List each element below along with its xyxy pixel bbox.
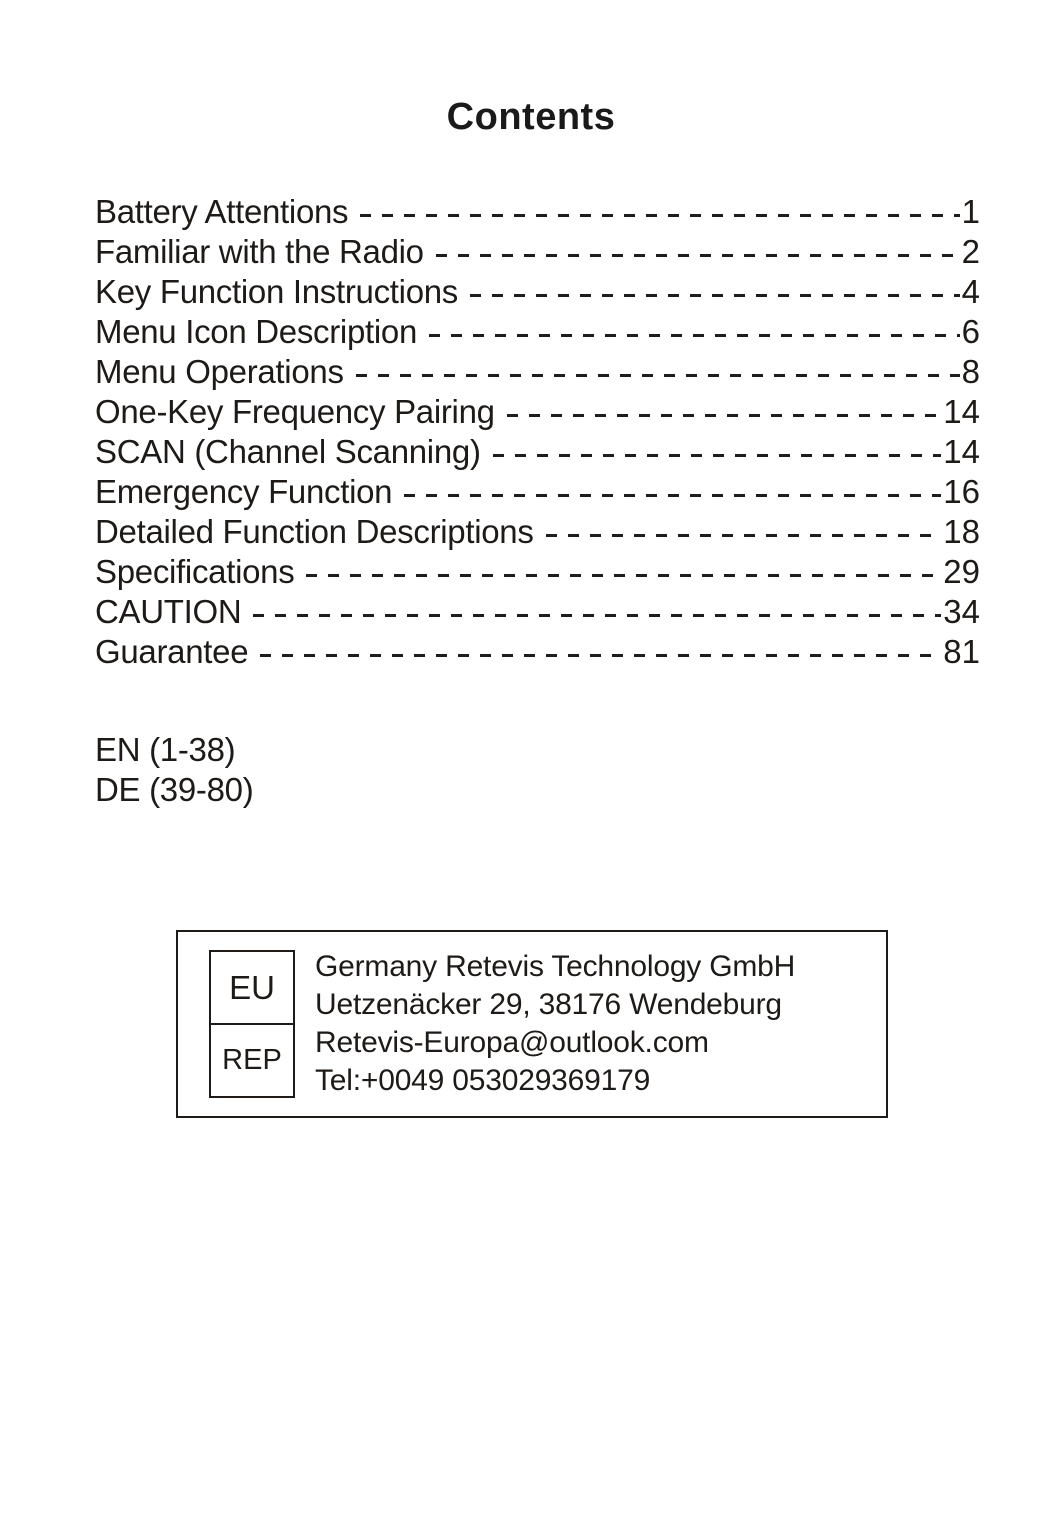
toc-entry xyxy=(95,312,980,352)
toc-leader-dashes xyxy=(493,454,942,457)
company-info xyxy=(315,948,795,1100)
toc-leader-dashes xyxy=(546,534,942,537)
toc-leader-dashes xyxy=(507,414,942,417)
toc-entry xyxy=(95,592,980,632)
toc-leader-dashes xyxy=(429,334,960,337)
eu-badge: EU xyxy=(209,950,295,1025)
toc-entry-label: Specifications xyxy=(95,553,295,590)
eu-rep-badges xyxy=(209,950,295,1098)
language-range-line: EN (1-38) xyxy=(95,731,236,768)
toc-entry-page: 14 xyxy=(943,433,980,470)
toc-entry xyxy=(95,512,980,552)
toc-entry xyxy=(95,392,980,432)
eu-rep-box xyxy=(176,930,888,1118)
toc-entry xyxy=(95,272,980,312)
toc-entry-page: 8 xyxy=(961,353,980,390)
toc-entry-label: Menu Icon Description xyxy=(95,313,418,350)
toc-entry xyxy=(95,232,980,272)
toc-entry xyxy=(95,632,980,672)
toc-entry-page: 2 xyxy=(961,233,980,270)
toc-entry-label: Guarantee xyxy=(95,633,249,670)
company-info-line: Germany Retevis Technology GmbH xyxy=(315,950,796,983)
toc-entry-page: 18 xyxy=(943,513,980,550)
toc-entry-label: Key Function Instructions xyxy=(95,273,459,310)
toc-leader-dashes xyxy=(260,654,941,657)
toc-leader-dashes xyxy=(253,614,941,617)
toc-entry-page: 34 xyxy=(943,593,980,630)
toc-entry-label: SCAN (Channel Scanning) xyxy=(95,433,481,470)
page-title: Contents xyxy=(446,96,616,138)
toc-entry xyxy=(95,352,980,392)
toc-leader-dashes xyxy=(404,494,941,497)
toc-entry xyxy=(95,472,980,512)
toc-entry-page: 6 xyxy=(961,313,980,350)
toc-entry-label: One-Key Frequency Pairing xyxy=(95,393,495,430)
toc-leader-dashes xyxy=(360,214,959,217)
company-info-line: Tel:+0049 053029369179 xyxy=(315,1064,651,1097)
toc-entry-label: Menu Operations xyxy=(95,353,344,390)
rep-badge: REP xyxy=(209,1023,295,1098)
language-ranges xyxy=(95,730,1062,810)
toc-entry-label: Detailed Function Descriptions xyxy=(95,513,534,550)
toc-leader-dashes xyxy=(470,294,960,297)
toc-entry-page: 1 xyxy=(961,193,980,230)
toc-entry-label: Emergency Function xyxy=(95,473,393,510)
toc-entry-page: 29 xyxy=(943,553,980,590)
toc-entry-page: 81 xyxy=(943,633,980,670)
toc-entry-page: 14 xyxy=(943,393,980,430)
toc-entry-page: 16 xyxy=(943,473,980,510)
toc-leader-dashes xyxy=(436,254,960,257)
toc-list xyxy=(95,192,980,672)
toc-entry-label: Familiar with the Radio xyxy=(95,233,424,270)
toc-leader-dashes xyxy=(306,574,941,577)
language-range-line: DE (39-80) xyxy=(95,771,254,808)
toc-entry-label: Battery Attentions xyxy=(95,193,349,230)
toc-entry-page: 4 xyxy=(961,273,980,310)
company-info-line: Retevis-Europa@outlook.com xyxy=(315,1026,709,1059)
toc-entry xyxy=(95,192,980,232)
toc-entry xyxy=(95,432,980,472)
company-info-line: Uetzenäcker 29, 38176 Wendeburg xyxy=(315,988,782,1021)
toc-entry-label: CAUTION xyxy=(95,593,242,630)
toc-leader-dashes xyxy=(356,374,960,377)
toc-entry xyxy=(95,552,980,592)
